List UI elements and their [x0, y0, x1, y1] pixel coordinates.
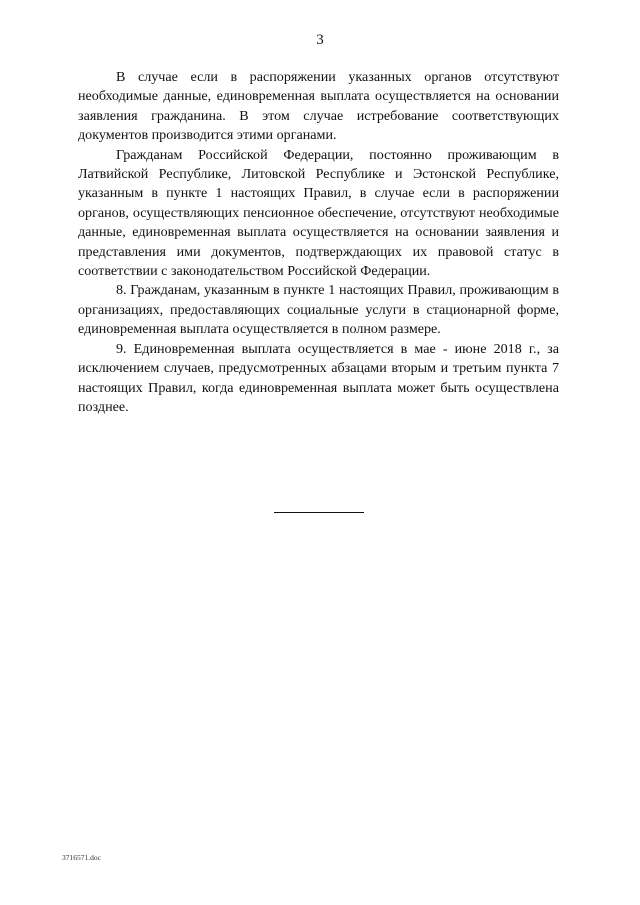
- paragraph-item-8: 8. Гражданам, указанным в пункте 1 настоящих Правил, проживающим в организациях, предоставляющих социальные услуги в стационарной форме, единовременная выплата осуществляется в полном размере.: [78, 282, 559, 338]
- paragraph-item-9: 9. Единовременная выплата осуществляется в мае - июне 2018 г., за исключением случаев, предусмотренных абзацами вторым и третьим пункта 7 настоящих Правил, когда единовременная выплата может быть осуществлена позднее.: [78, 340, 559, 415]
- end-of-document-rule: [274, 512, 364, 513]
- footer-file-name: 3716571.doc: [62, 853, 101, 862]
- paragraph-baltic-citizens: Гражданам Российской Федерации, постоянно проживающим в Латвийской Республике, Литовской Республике и Эстонской Республике, указанным в пункте 1 настоящих Правил, в случае если в распоряжении органов, осуществляющих пенсионное обеспечение, отсутствуют необходимые данные, единовременная выплата осуществляется на основании заявления и представления ими документов, подтверждающих их правовой статус в соответствии с законодательством Российской Федерации.: [78, 146, 559, 280]
- page-number: 3: [316, 32, 324, 48]
- document-body: [78, 68, 559, 417]
- paragraph-application-basis: В случае если в распоряжении указанных органов отсутствуют необходимые данные, единовременная выплата осуществляется на основании заявления гражданина. В этом случае истребование соответствующих документов производится этими органами.: [78, 69, 559, 144]
